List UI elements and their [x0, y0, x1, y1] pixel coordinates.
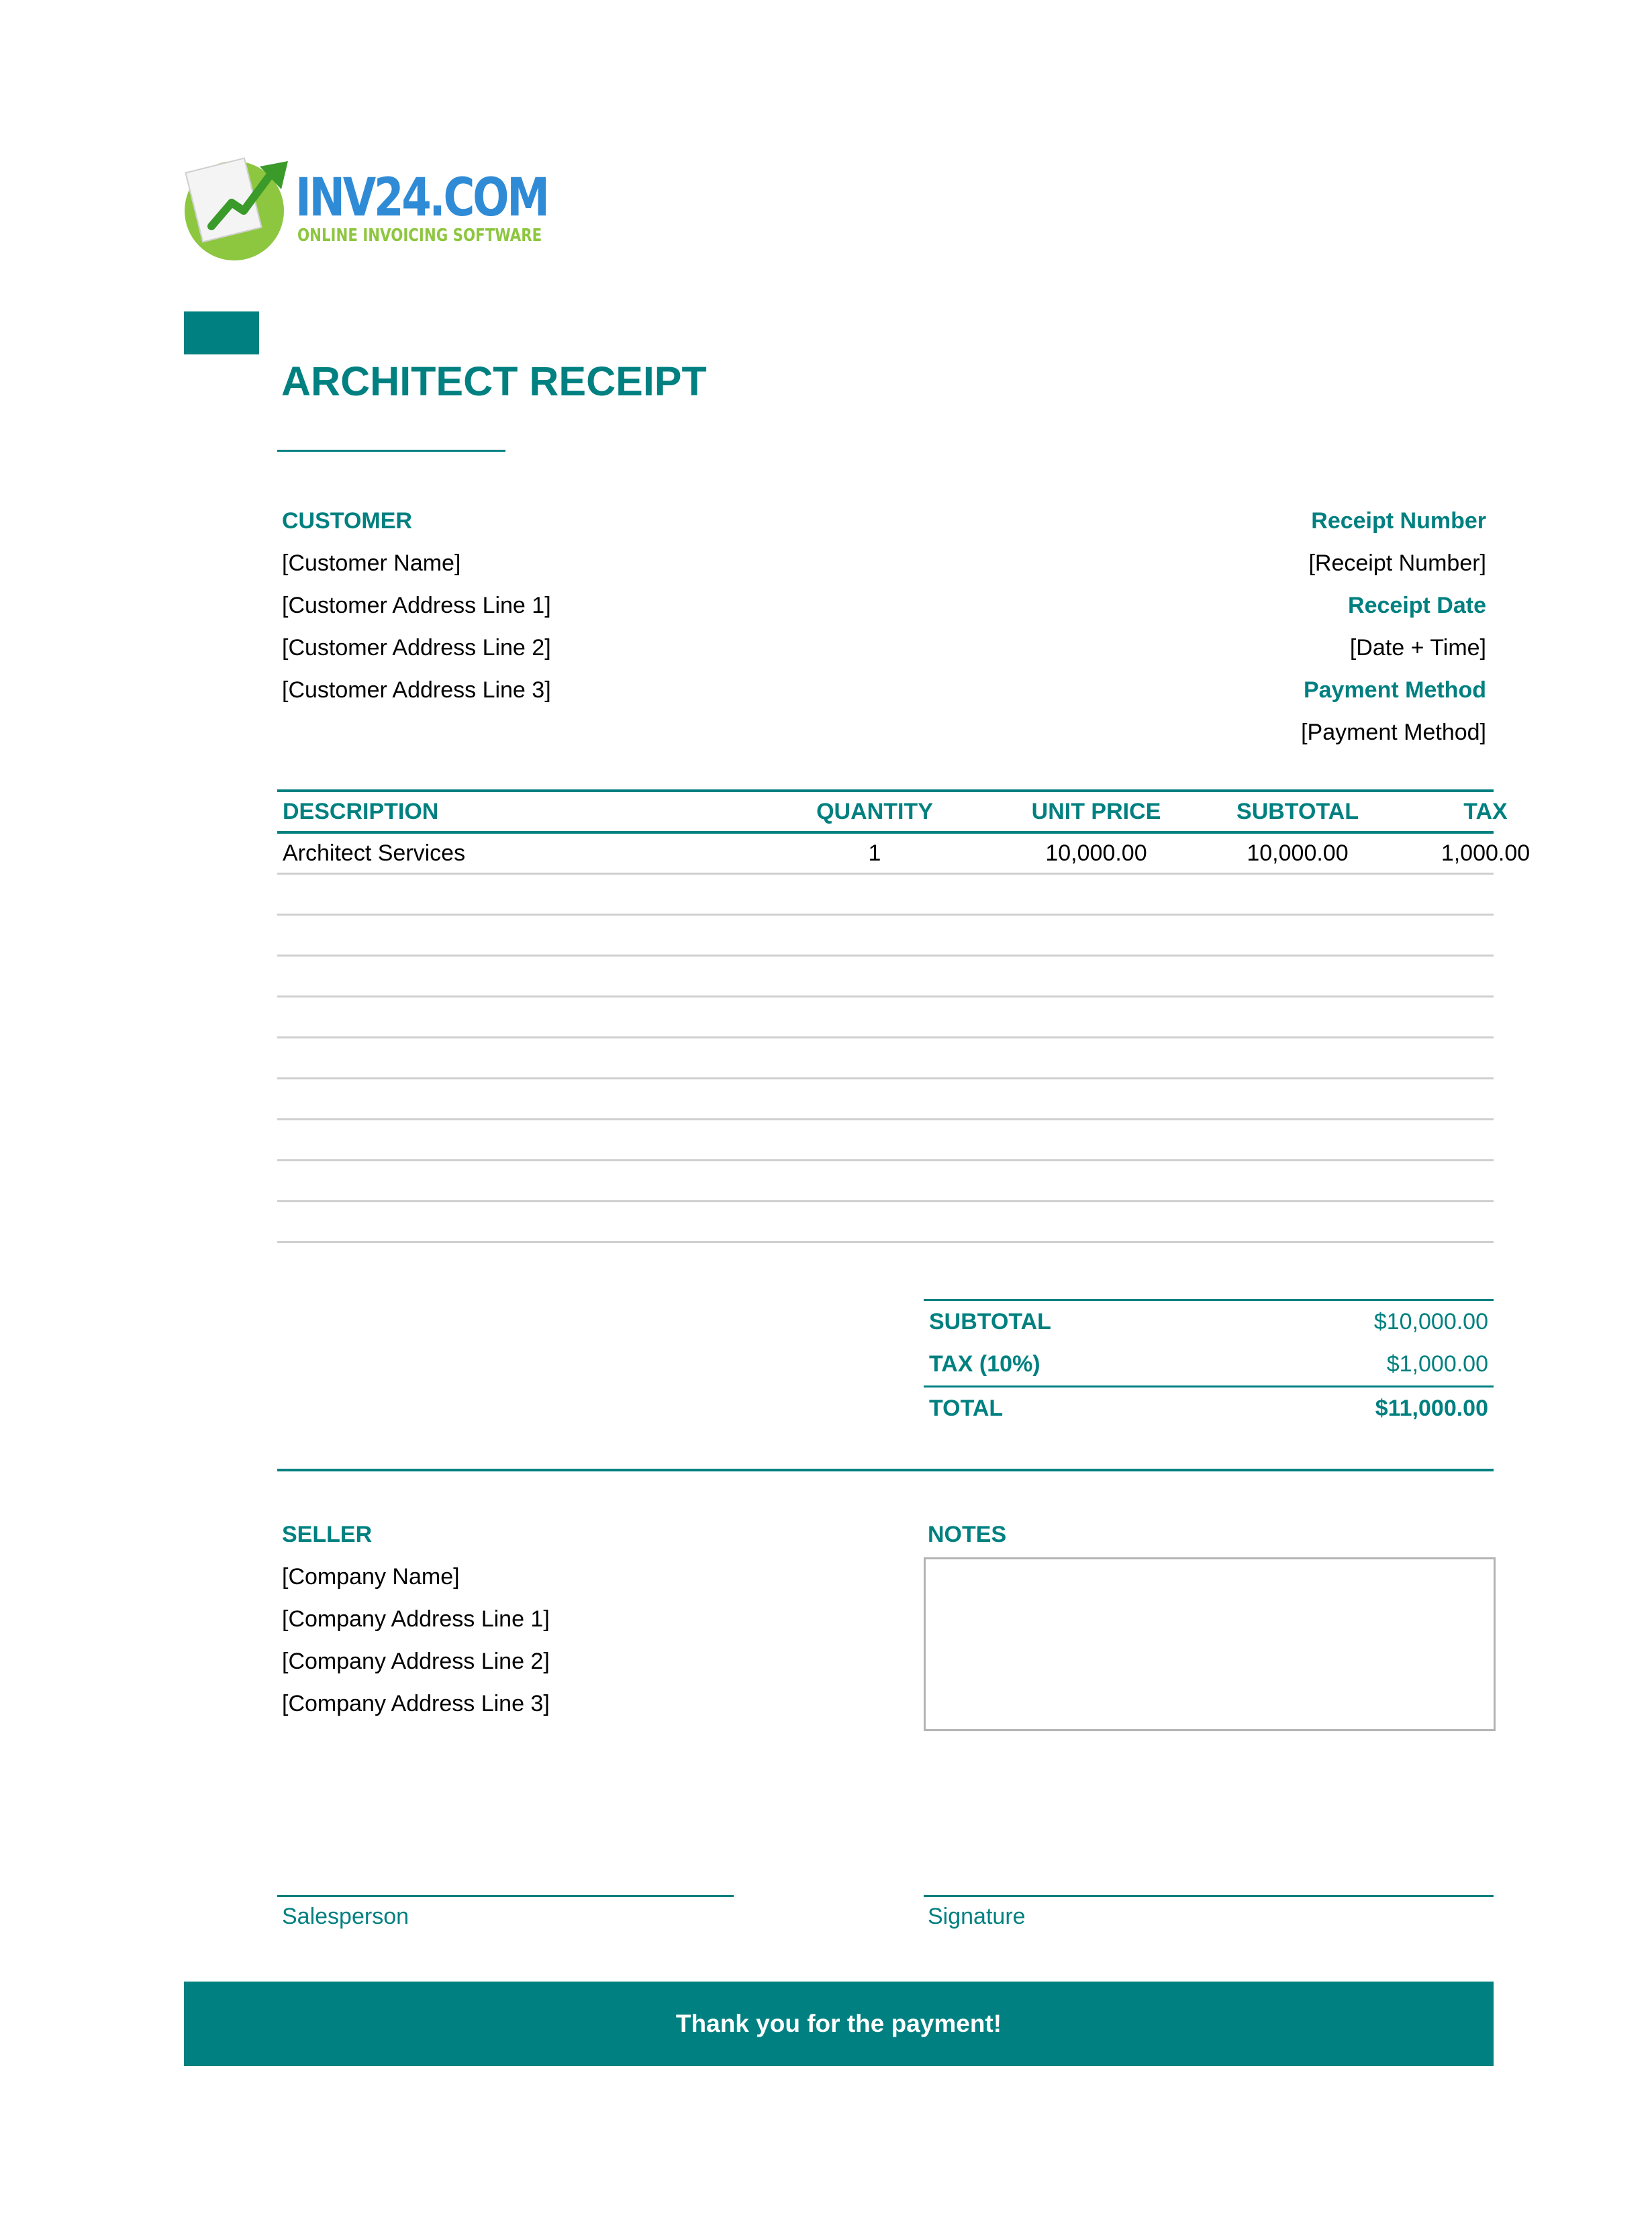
title-accent-block: [184, 311, 259, 354]
receipt-date-label: Receipt Date: [1348, 593, 1486, 618]
company-logo: [185, 156, 548, 256]
table-row: [277, 834, 1530, 875]
footer-banner: [184, 1982, 1494, 2066]
customer-address-line-3: [Customer Address Line 3]: [282, 677, 551, 703]
page-title: ARCHITECT RECEIPT: [281, 358, 707, 404]
invoice-arrow-icon: [205, 156, 292, 236]
row-tax: 1,000.00: [1441, 840, 1530, 866]
tax-label: TAX (10%): [929, 1351, 1040, 1377]
row-description: Architect Services: [283, 840, 466, 866]
totals-block: [924, 1299, 1494, 1430]
notes-box[interactable]: [924, 1557, 1496, 1731]
table-row-empty: [277, 1079, 1494, 1120]
footer-message: Thank you for the payment!: [675, 2010, 1002, 2037]
table-row-empty: [277, 875, 1494, 916]
table-row-empty: [277, 1202, 1494, 1243]
row-quantity: 1: [868, 840, 881, 866]
customer-address-line-1: [Customer Address Line 1]: [282, 593, 551, 618]
row-unit-price: 10,000.00: [1045, 840, 1147, 866]
receipt-date-value: [Date + Time]: [1349, 635, 1486, 661]
table-row-empty: [277, 1120, 1494, 1161]
signature-label: Signature: [928, 1904, 1026, 1929]
section-divider: [277, 1469, 1494, 1471]
payment-method-label: Payment Method: [1303, 677, 1486, 703]
subtotal-row: [924, 1301, 1494, 1343]
company-name: [Company Name]: [282, 1564, 460, 1590]
receipt-number-value: [Receipt Number]: [1308, 550, 1486, 576]
header-unit-price: UNIT PRICE: [1031, 798, 1161, 824]
total-value: $11,000.00: [1375, 1396, 1488, 1421]
tax-value: $1,000.00: [1386, 1351, 1488, 1377]
row-subtotal: 10,000.00: [1247, 840, 1349, 866]
logo-tagline: ONLINE INVOICING SOFTWARE: [297, 226, 542, 246]
tax-row: [924, 1343, 1494, 1385]
customer-address-line-2: [Customer Address Line 2]: [282, 635, 551, 661]
salesperson-label: Salesperson: [282, 1904, 409, 1929]
company-address-line-3: [Company Address Line 3]: [282, 1691, 550, 1716]
customer-label: CUSTOMER: [282, 508, 412, 534]
table-row-empty: [277, 957, 1494, 997]
notes-label: NOTES: [928, 1522, 1007, 1547]
total-row: [924, 1387, 1494, 1430]
table-row-empty: [277, 916, 1494, 957]
items-table-header: [277, 789, 1508, 834]
header-quantity: QUANTITY: [816, 798, 933, 824]
total-label: TOTAL: [929, 1396, 1004, 1421]
salesperson-line: [277, 1895, 734, 1897]
customer-block: [282, 500, 551, 712]
company-address-line-1: [Company Address Line 1]: [282, 1606, 550, 1632]
signature-line: [924, 1895, 1494, 1897]
table-row-empty: [277, 1038, 1494, 1079]
customer-name: [Customer Name]: [282, 550, 461, 576]
subtotal-value: $10,000.00: [1373, 1309, 1488, 1334]
seller-block: [282, 1514, 550, 1725]
title-underline: [277, 450, 505, 452]
header-tax: TAX: [1463, 798, 1508, 824]
subtotal-label: SUBTOTAL: [929, 1309, 1051, 1334]
logo-brand-text: INV24.COM: [295, 168, 548, 228]
table-row-empty: [277, 1161, 1494, 1202]
payment-method-value: [Payment Method]: [1301, 720, 1486, 745]
seller-label: SELLER: [282, 1522, 373, 1547]
receipt-info-block: [1301, 500, 1486, 754]
table-row-empty: [277, 997, 1494, 1038]
header-description: DESCRIPTION: [283, 798, 439, 824]
company-address-line-2: [Company Address Line 2]: [282, 1649, 550, 1674]
items-table: [277, 789, 1530, 1243]
receipt-number-label: Receipt Number: [1311, 508, 1486, 534]
header-subtotal: SUBTOTAL: [1236, 798, 1359, 824]
